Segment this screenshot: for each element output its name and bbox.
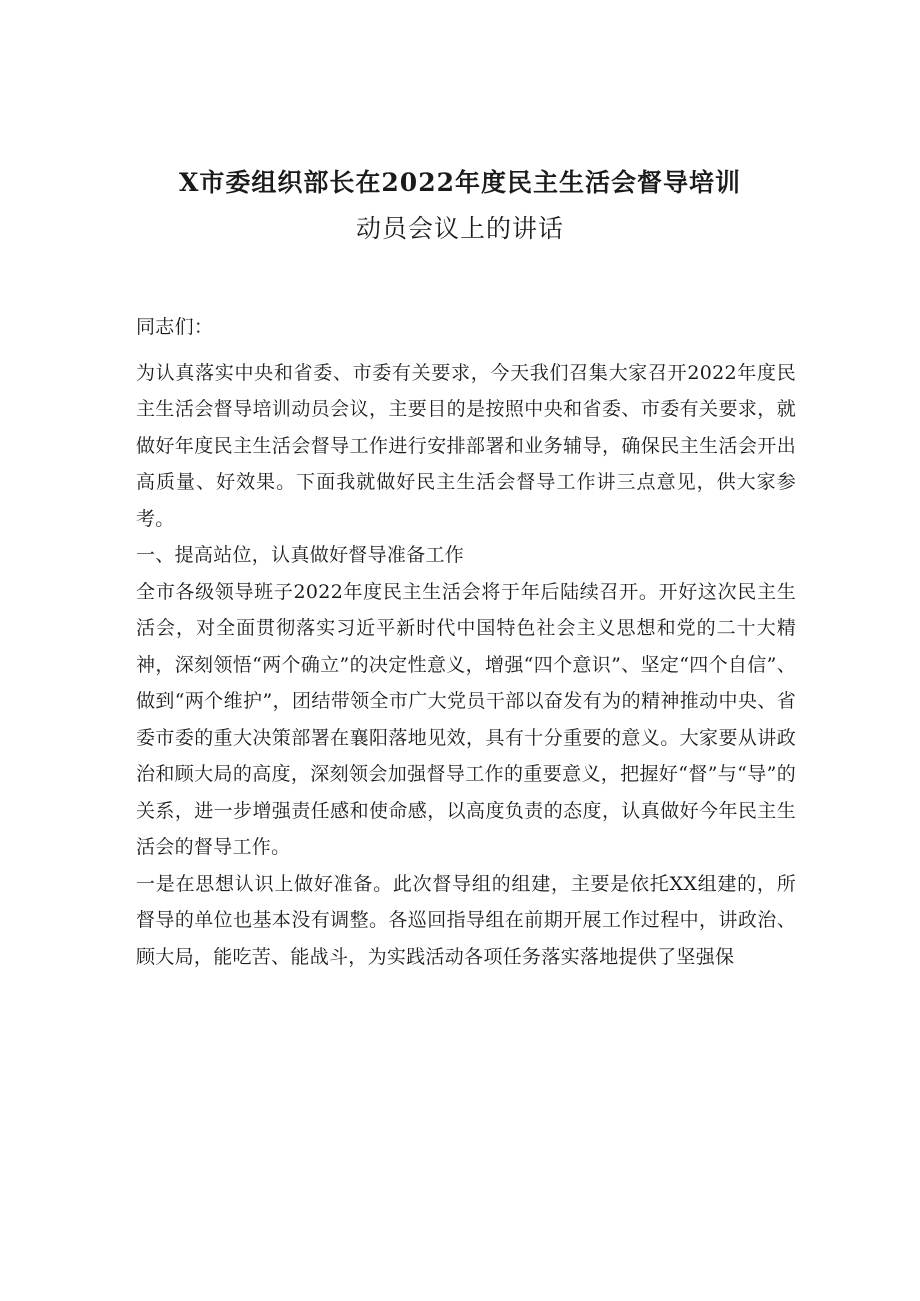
paragraph-section-1: 全市各级领导班子2022年度民主生活会将于年后陆续召开。开好这次民主生活会，对全面贯彻落实习近平新时代中国特色社会主义思想和党的二十大精神，深刻领悟“两个确立”的决定性意义，增强“四个意识”、坚定“四个自信”、做到“两个维护”，团结带领全市广大党员干部以奋发有为的精神推动中央、省委市委的重大决策部署在襄阳落地见效，具有十分重要的意义。大家要从讲政治和顾大局的高度，深刻领会加强督导工作的重要意义，把握好“督”与“导”的关系，进一步增强责任感和使命感，以高度负责的态度，认真做好今年民主生活会的督导工作。: [136, 580, 796, 858]
section-heading-1: 一、提高站位，认真做好督导准备工作: [136, 544, 465, 566]
title-line-1: X市委组织部长在2022年度民主生活会督导培训: [179, 168, 741, 197]
title-line-2: 动员会议上的讲话: [355, 214, 564, 243]
salutation: 同志们：: [136, 316, 214, 338]
document-body: [136, 309, 796, 975]
document-title: [0, 160, 920, 252]
paragraph-intro: 为认真落实中央和省委、市委有关要求，今天我们召集大家召开2022年度民主生活会督导培训动员会议，主要目的是按照中央和省委、市委有关要求，就做好年度民主生活会督导工作进行安排部署和业务辅导，确保民主生活会开出高质量、好效果。下面我就做好民主生活会督导工作讲三点意见，供大家参考。: [136, 361, 796, 530]
paragraph-point-1: 一是在思想认识上做好准备。此次督导组的组建，主要是依托XX组建的，所督导的单位也基本没有调整。各巡回指导组在前期开展工作过程中，讲政治、顾大局，能吃苦、能战斗，为实践活动各项任务落实落地提供了坚强保: [136, 872, 796, 968]
